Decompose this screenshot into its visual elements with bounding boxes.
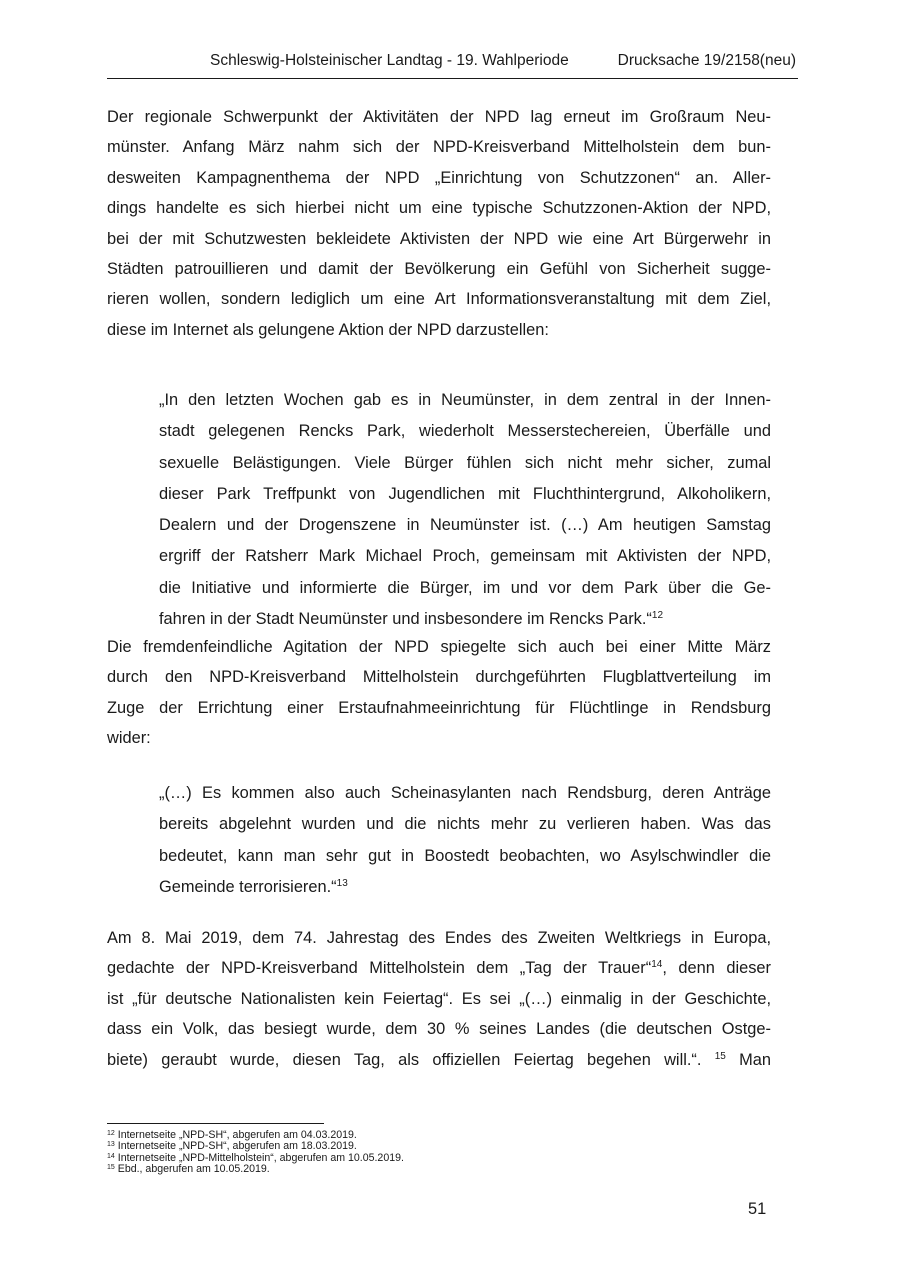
quote-line: bedeutet, kann man sehr gut in Boostedt beobachten, wo Asylschwindler die [159, 846, 771, 865]
footnote-number: 15 [107, 1164, 115, 1172]
text-line: rieren wollen, sondern lediglich um eine Art Informationsveranstaltung mit dem Ziel, [107, 290, 771, 309]
text-line: Zuge der Errichtung einer Erstaufnahmeeinrichtung für Flüchtlinge in Rendsburg [107, 698, 771, 717]
footnote-text: Internetseite „NPD-Mittelholstein“, abgerufen am 10.05.2019. [117, 1151, 404, 1164]
text-line: ist „für deutsche Nationalisten kein Feiertag“. Es sei „(…) einmalig in der Geschichte, [107, 989, 771, 1008]
footnotes [107, 1130, 404, 1176]
footnote-text: Internetseite „NPD-SH“, abgerufen am 18.03.2019. [117, 1140, 357, 1153]
footnote-ref: 15 [714, 1050, 726, 1062]
footnote-text: Internetseite „NPD-SH“, abgerufen am 04.03.2019. [117, 1129, 357, 1141]
text-line: Städten patrouillieren und damit der Bevölkerung ein Gefühl von Sicherheit sugge- [107, 259, 771, 278]
footnote-ref: 12 [651, 610, 664, 622]
quote-line: „In den letzten Wochen gab es in Neumünster, in dem zentral in der Innen- [159, 391, 771, 409]
quote-line: sexuelle Belästigungen. Viele Bürger fühlen sich nicht mehr sicher, zumal [159, 453, 771, 472]
quote-line: ergriff der Ratsherr Mark Michael Proch, gemeinsam mit Aktivisten der NPD, [159, 547, 771, 566]
text-line: Die fremdenfeindliche Agitation der NPD spiegelte sich auch bei einer Mitte März [107, 638, 771, 656]
paragraph-3 [107, 923, 771, 1075]
footnote-number: 13 [107, 1141, 115, 1149]
footnote-ref: 13 [336, 877, 348, 889]
block-quote-2 [159, 778, 771, 903]
footnote-separator [107, 1123, 324, 1124]
page-header [107, 48, 798, 79]
text-line: Am 8. Mai 2019, dem 74. Jahrestag des Endes des Zweiten Weltkriegs in Europa, [107, 929, 771, 947]
text-line: desweiten Kampagnenthema der NPD „Einrichtung von Schutzzonen“ an. Aller- [107, 168, 771, 187]
footnote-text: Ebd., abgerufen am 10.05.2019. [117, 1163, 270, 1176]
footnote-ref: 14 [651, 959, 663, 971]
text-line: Der regionale Schwerpunkt der Aktivitäten der NPD lag erneut im Großraum Neu- [107, 108, 771, 126]
footnote-item [107, 1164, 404, 1175]
quote-line [159, 604, 771, 635]
quote-line: bereits abgelehnt wurden und die nichts mehr zu verlieren haben. Was das [159, 815, 771, 834]
document-reference: Drucksache 19/2158(neu) [617, 52, 796, 69]
text-segment: biete) geraubt wurde, diesen Tag, als offiziellen Feiertag begehen will.“. [107, 1050, 702, 1069]
paragraph-1 [107, 102, 771, 345]
footnote-number: 12 [107, 1130, 115, 1137]
quote-line: die Initiative und informierte die Bürger, im und vor dem Park über die Ge- [159, 578, 771, 597]
quote-line [159, 872, 771, 903]
footnote-number: 14 [107, 1152, 115, 1160]
text-line: dings handelte es sich hierbei nicht um eine typische Schutzzonen-Aktion der NPD, [107, 199, 771, 218]
text-line: münster. Anfang März nahm sich der NPD-Kreisverband Mittelholstein dem bun- [107, 138, 771, 157]
text-line [107, 1045, 771, 1075]
text-segment: , denn dieser [662, 959, 771, 978]
header-title: Schleswig-Holsteinischer Landtag - 19. Wahlperiode [210, 52, 569, 69]
quote-line: dieser Park Treffpunkt von Jugendlichen mit Fluchthintergrund, Alkoholikern, [159, 484, 771, 503]
text-line: dass ein Volk, das besiegt wurde, dem 30 % seines Landes (die deutschen Ostge- [107, 1020, 771, 1039]
paragraph-2 [107, 632, 771, 754]
text-line [107, 953, 771, 983]
text-segment: Man [739, 1050, 772, 1069]
text-line: bei der mit Schutzwesten bekleidete Aktivisten der NPD wie eine Art Bürgerwehr in [107, 229, 771, 248]
text-line: diese im Internet als gelungene Aktion der NPD darzustellen: [107, 320, 549, 339]
block-quote-1 [159, 385, 771, 635]
quote-line: „(…) Es kommen also auch Scheinasylanten nach Rendsburg, deren Anträge [159, 784, 771, 802]
text-line: durch den NPD-Kreisverband Mittelholstein durchgeführten Flugblattverteilung im [107, 668, 771, 687]
page-number: 51 [748, 1200, 767, 1218]
text-line: wider: [107, 729, 151, 748]
text-segment: gedachte der NPD-Kreisverband Mittelholstein dem „Tag der Trauer“ [107, 959, 652, 978]
quote-line-text: fahren in der Stadt Neumünster und insbesondere im Rencks Park.“ [159, 610, 652, 629]
quote-line: Dealern und der Drogenszene in Neumünster ist. (…) Am heutigen Samstag [159, 516, 771, 535]
quote-line-text: Gemeinde terrorisieren.“ [159, 877, 337, 896]
quote-line: stadt gelegenen Rencks Park, wiederholt Messerstechereien, Überfälle und [159, 422, 771, 441]
